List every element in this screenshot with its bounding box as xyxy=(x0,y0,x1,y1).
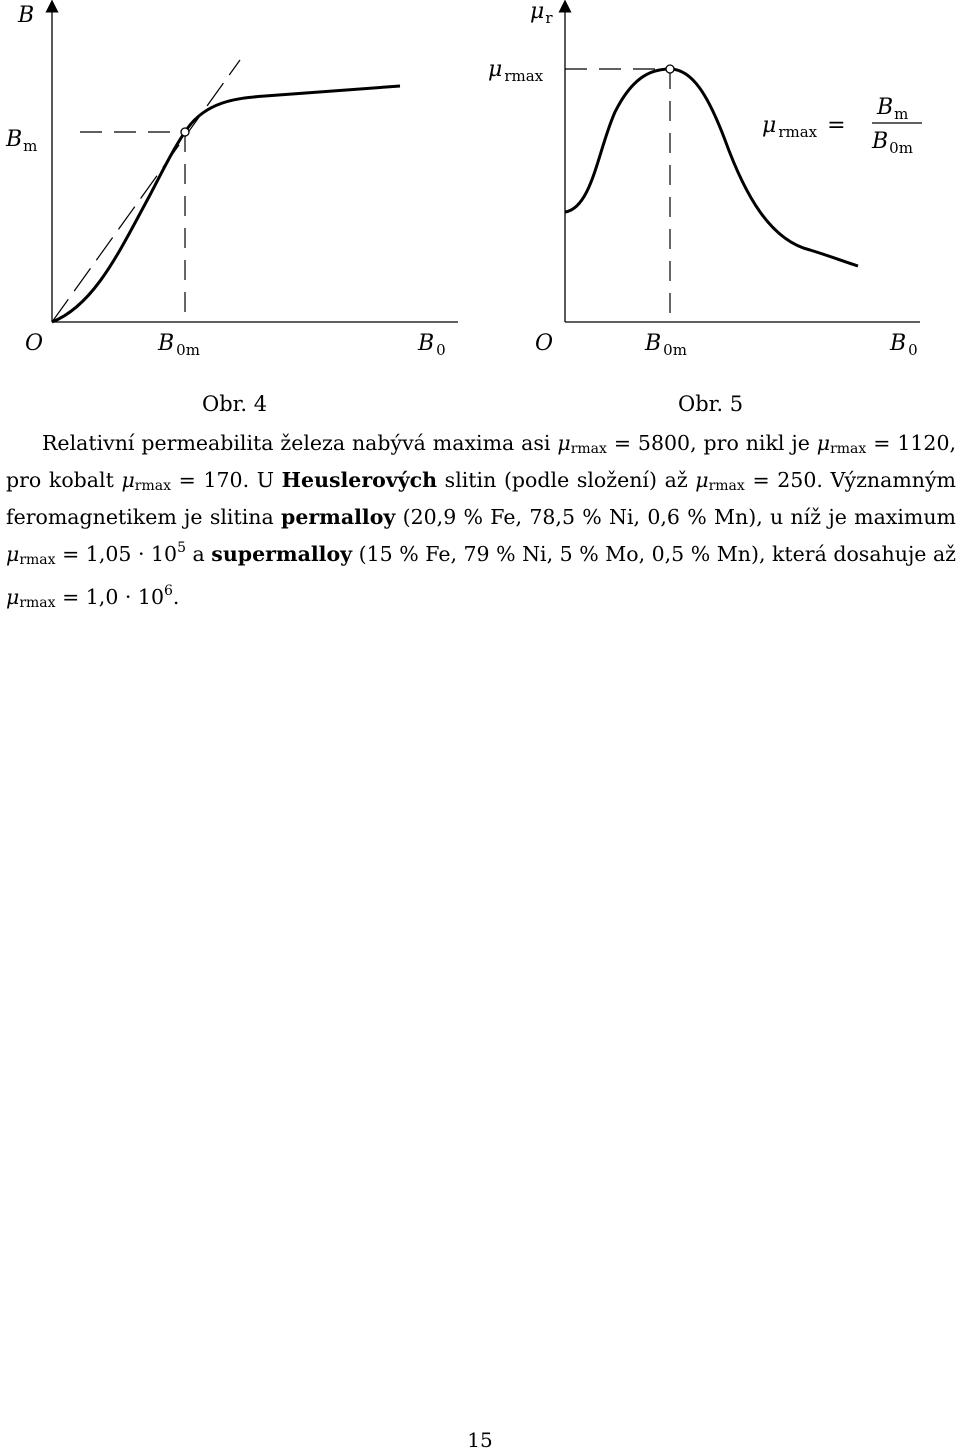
tangent-point xyxy=(181,128,189,136)
axis-y-label: $\mu_r$ xyxy=(530,0,553,27)
figure-5-graph xyxy=(480,0,960,380)
svg-text:Bm: $B_m$ xyxy=(877,95,909,123)
axis-y-label: B xyxy=(18,3,35,28)
page-number: 15 xyxy=(467,1428,493,1452)
b0m-label: B $_{0m}$ xyxy=(645,331,687,359)
magnetization-curve xyxy=(52,86,400,322)
figure-4-caption: Obr. 4 xyxy=(202,392,268,416)
origin-label: O xyxy=(535,331,554,356)
body-paragraph: Relativní permeabilita železa nabývá maxima asi $\mu_{rmax} = 5800$, pro nikl je $\mu_{rmax} = 1120$, pro kobalt $\mu_{rmax} = 170$. U Heuslerových slitin (podle složení) až $\mu_{rmax} = 250$. Významným feromagnetikem je slitina permalloy (20,9 % Fe, 78,5 % Ni, 0,6 % Mn), u níž je maximum $\mu_{rmax} = 1,05 \cdot 10^5$ a supermalloy (15 % Fe, 79 % Ni, 5 % Mo, 0,5 % Mn), která dosahuje až $\mu_{rmax} = 1,0 \cdot 10^6$. xyxy=(6,431,957,611)
origin-label: O xyxy=(25,331,44,356)
figure-5-caption: Obr. 5 xyxy=(678,392,744,416)
figure-4 xyxy=(0,0,480,380)
mu-rmax-label: μ $_{rmax}$ xyxy=(488,57,544,85)
b0m-label: B $_{0m}$ xyxy=(158,331,200,359)
svg-text:μrmax=: μ $_{rmax}$ = xyxy=(762,113,846,141)
permeability-curve xyxy=(565,69,858,266)
b0-label: B $_0$ xyxy=(890,331,918,359)
bm-label: $B_m$ xyxy=(6,127,38,155)
figure-5 xyxy=(480,0,960,380)
figure-4-graph xyxy=(0,0,480,380)
term-heuslerovych: Heuslerových xyxy=(281,468,438,492)
term-supermalloy: supermalloy xyxy=(211,542,353,566)
term-permalloy: permalloy xyxy=(280,505,396,529)
maximum-point xyxy=(666,65,674,73)
b0-label: B $_0$ xyxy=(418,331,446,359)
svg-text:B0m: $B_{0m}$ xyxy=(872,129,913,157)
formula-mu-rmax xyxy=(762,95,922,157)
tangent-line xyxy=(52,60,240,322)
